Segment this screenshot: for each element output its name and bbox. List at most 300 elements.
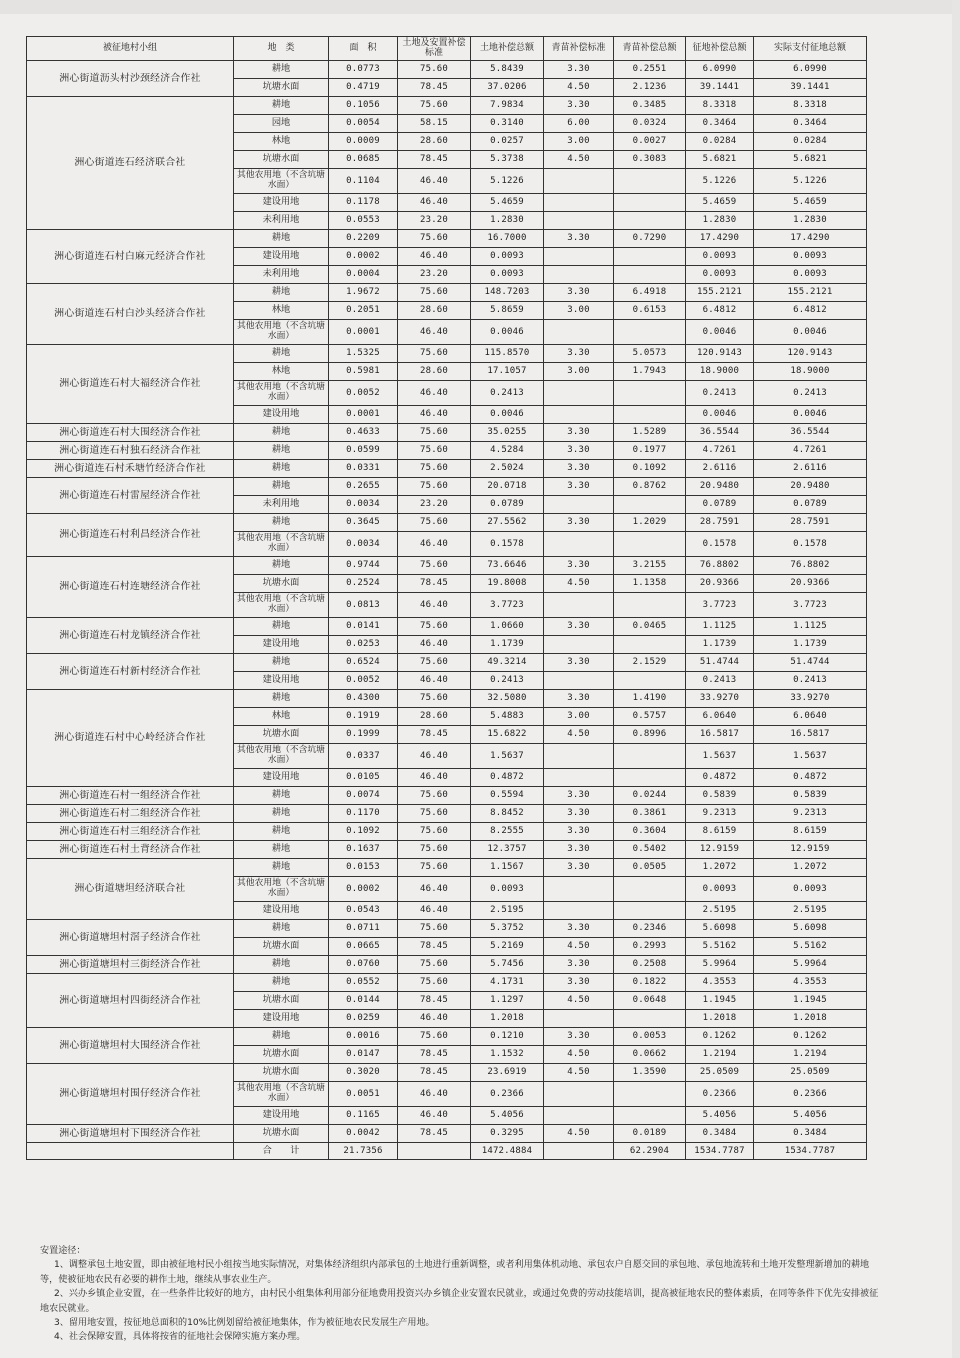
land-type-cell: 其他农用地（不含坑塘水面） <box>234 532 329 557</box>
area-cell: 0.6524 <box>329 654 398 672</box>
group-name-cell: 洲心街道连石村利昌经济合作社 <box>27 514 234 557</box>
group-name-cell: 洲心街道连石村独石经济合作社 <box>27 442 234 460</box>
actual-paid-cell: 1.5637 <box>754 744 867 769</box>
land-comp-cell: 0.3140 <box>471 115 544 133</box>
crop-standard-cell <box>544 1010 614 1028</box>
land-type-cell: 建设用地 <box>234 194 329 212</box>
crop-comp-cell: 0.3083 <box>614 151 686 169</box>
area-cell: 1.9672 <box>329 284 398 302</box>
crop-standard-cell <box>544 1107 614 1125</box>
group-name-cell: 洲心街道塘坦经济联合社 <box>27 859 234 920</box>
crop-comp-cell: 0.0244 <box>614 787 686 805</box>
total-comp-cell: 17.4290 <box>686 230 754 248</box>
crop-comp-cell: 0.0648 <box>614 992 686 1010</box>
area-cell: 0.3020 <box>329 1064 398 1082</box>
area-cell: 0.1104 <box>329 169 398 194</box>
total-comp-cell: 0.3484 <box>686 1125 754 1143</box>
land-standard-cell: 75.60 <box>398 284 471 302</box>
total-comp-cell: 1.2018 <box>686 1010 754 1028</box>
area-cell: 0.0813 <box>329 593 398 618</box>
table-row <box>27 345 867 363</box>
group-name-cell: 洲心街道连石村雷屋经济合作社 <box>27 478 234 514</box>
crop-comp-cell: 0.7290 <box>614 230 686 248</box>
land-standard-cell: 46.40 <box>398 1010 471 1028</box>
area-cell: 0.1178 <box>329 194 398 212</box>
crop-standard-cell <box>544 593 614 618</box>
total-comp-cell: 0.2366 <box>686 1082 754 1107</box>
land-standard-cell: 75.60 <box>398 230 471 248</box>
area-cell: 0.1170 <box>329 805 398 823</box>
actual-paid-cell: 0.4872 <box>754 769 867 787</box>
group-name-cell: 洲心街道连石村二组经济合作社 <box>27 805 234 823</box>
total-label-cell <box>27 1143 234 1160</box>
crop-comp-cell: 1.5289 <box>614 424 686 442</box>
crop-standard-cell <box>544 248 614 266</box>
crop-standard-cell <box>544 877 614 902</box>
crop-comp-cell <box>614 769 686 787</box>
land-type-cell: 坑塘水面 <box>234 79 329 97</box>
crop-standard-cell: 3.30 <box>544 859 614 877</box>
actual-paid-cell: 12.9159 <box>754 841 867 859</box>
total-actual-paid: 1534.7787 <box>754 1143 867 1160</box>
land-type-cell: 建设用地 <box>234 248 329 266</box>
group-name-cell: 洲心街道连石村龙镇经济合作社 <box>27 618 234 654</box>
crop-standard-cell: 3.30 <box>544 805 614 823</box>
scan-edge <box>0 0 960 14</box>
actual-paid-cell: 1.2018 <box>754 1010 867 1028</box>
area-cell: 0.0054 <box>329 115 398 133</box>
crop-standard-cell: 4.50 <box>544 151 614 169</box>
crop-standard-cell <box>544 636 614 654</box>
land-comp-cell: 5.1226 <box>471 169 544 194</box>
crop-comp-cell <box>614 212 686 230</box>
crop-standard-cell: 3.00 <box>544 302 614 320</box>
crop-standard-cell: 3.30 <box>544 460 614 478</box>
land-standard-cell: 75.60 <box>398 460 471 478</box>
land-standard-cell: 75.60 <box>398 823 471 841</box>
crop-comp-cell: 0.3861 <box>614 805 686 823</box>
crop-comp-cell: 1.2029 <box>614 514 686 532</box>
group-name-cell: 洲心街道连石村土背经济合作社 <box>27 841 234 859</box>
land-standard-cell: 46.40 <box>398 1107 471 1125</box>
land-type-cell: 未利用地 <box>234 496 329 514</box>
actual-paid-cell: 1.1739 <box>754 636 867 654</box>
crop-comp-cell <box>614 902 686 920</box>
land-comp-cell: 0.2413 <box>471 381 544 406</box>
land-type-cell: 建设用地 <box>234 1010 329 1028</box>
crop-comp-cell: 0.2551 <box>614 61 686 79</box>
actual-paid-cell: 4.7261 <box>754 442 867 460</box>
crop-comp-cell: 0.5402 <box>614 841 686 859</box>
total-comp-cell: 1.1125 <box>686 618 754 636</box>
total-comp-cell: 5.6098 <box>686 920 754 938</box>
land-type-cell: 耕地 <box>234 974 329 992</box>
land-standard-cell: 75.60 <box>398 557 471 575</box>
total-comp-cell: 155.2121 <box>686 284 754 302</box>
land-standard-cell: 23.20 <box>398 212 471 230</box>
notes-title: 安置途径： <box>40 1246 86 1256</box>
area-cell: 0.2051 <box>329 302 398 320</box>
actual-paid-cell: 120.9143 <box>754 345 867 363</box>
land-comp-cell: 5.4659 <box>471 194 544 212</box>
crop-standard-cell: 4.50 <box>544 938 614 956</box>
land-standard-cell: 75.60 <box>398 841 471 859</box>
land-type-cell: 林地 <box>234 363 329 381</box>
actual-paid-cell: 0.0093 <box>754 266 867 284</box>
land-standard-cell: 75.60 <box>398 478 471 496</box>
land-type-cell: 其他农用地（不含坑塘水面） <box>234 169 329 194</box>
table-row <box>27 841 867 859</box>
group-name-cell: 洲心街道连石村大福经济合作社 <box>27 345 234 424</box>
crop-comp-cell: 2.1529 <box>614 654 686 672</box>
total-comp-cell: 0.0093 <box>686 248 754 266</box>
land-comp-cell: 0.1578 <box>471 532 544 557</box>
resettlement-notes <box>40 1244 880 1345</box>
crop-standard-cell <box>544 169 614 194</box>
actual-paid-cell: 18.9000 <box>754 363 867 381</box>
actual-paid-cell: 0.0093 <box>754 248 867 266</box>
land-standard-cell: 46.40 <box>398 532 471 557</box>
crop-standard-cell <box>544 532 614 557</box>
total-comp-cell: 0.0093 <box>686 266 754 284</box>
area-cell: 0.0016 <box>329 1028 398 1046</box>
actual-paid-cell: 0.0093 <box>754 877 867 902</box>
total-comp-cell: 2.6116 <box>686 460 754 478</box>
crop-standard-cell: 3.30 <box>544 61 614 79</box>
crop-standard-cell <box>544 1082 614 1107</box>
area-cell: 0.0001 <box>329 320 398 345</box>
land-type-cell: 耕地 <box>234 514 329 532</box>
header-group: 被征地村小组 <box>27 37 234 61</box>
total-comp-cell: 1.5637 <box>686 744 754 769</box>
crop-comp-cell: 0.2508 <box>614 956 686 974</box>
crop-standard-cell: 4.50 <box>544 992 614 1010</box>
land-comp-cell: 4.5284 <box>471 442 544 460</box>
actual-paid-cell: 20.9480 <box>754 478 867 496</box>
land-type-cell: 坑塘水面 <box>234 1064 329 1082</box>
land-type-cell: 耕地 <box>234 345 329 363</box>
total-comp-cell: 0.0046 <box>686 320 754 345</box>
group-name-cell: 洲心街道连石村大围经济合作社 <box>27 424 234 442</box>
actual-paid-cell: 1.1945 <box>754 992 867 1010</box>
total-comp-cell: 76.8802 <box>686 557 754 575</box>
table-row <box>27 1028 867 1046</box>
crop-comp-cell: 0.0053 <box>614 1028 686 1046</box>
land-comp-cell: 0.0257 <box>471 133 544 151</box>
land-standard-cell: 46.40 <box>398 248 471 266</box>
land-type-cell: 耕地 <box>234 557 329 575</box>
crop-standard-cell: 4.50 <box>544 1125 614 1143</box>
group-name-cell: 洲心街道连石村禾塘竹经济合作社 <box>27 460 234 478</box>
land-standard-cell: 46.40 <box>398 902 471 920</box>
table-row <box>27 1064 867 1082</box>
group-name-cell: 洲心街道塘坦村三街经济合作社 <box>27 956 234 974</box>
area-cell: 0.1165 <box>329 1107 398 1125</box>
crop-comp-cell: 0.2346 <box>614 920 686 938</box>
actual-paid-cell: 25.0509 <box>754 1064 867 1082</box>
land-standard-cell: 28.60 <box>398 302 471 320</box>
group-name-cell: 洲心街道连石村连塘经济合作社 <box>27 557 234 618</box>
total-comp-cell: 4.7261 <box>686 442 754 460</box>
crop-standard-cell <box>544 672 614 690</box>
total-comp-cell: 33.9270 <box>686 690 754 708</box>
area-cell: 0.1919 <box>329 708 398 726</box>
actual-paid-cell: 5.6821 <box>754 151 867 169</box>
area-cell: 0.1999 <box>329 726 398 744</box>
crop-comp-cell: 0.8762 <box>614 478 686 496</box>
land-comp-cell: 0.0789 <box>471 496 544 514</box>
actual-paid-cell: 0.3484 <box>754 1125 867 1143</box>
land-comp-cell: 0.0046 <box>471 406 544 424</box>
land-type-cell: 其他农用地（不含坑塘水面） <box>234 1082 329 1107</box>
land-type-cell: 坑塘水面 <box>234 1125 329 1143</box>
table-row <box>27 557 867 575</box>
land-standard-cell: 46.40 <box>398 1082 471 1107</box>
area-cell: 0.0074 <box>329 787 398 805</box>
land-comp-cell: 0.1210 <box>471 1028 544 1046</box>
total-comp-cell: 0.5839 <box>686 787 754 805</box>
area-cell: 0.0331 <box>329 460 398 478</box>
area-cell: 0.4719 <box>329 79 398 97</box>
total-comp-cell: 20.9366 <box>686 575 754 593</box>
land-type-cell: 耕地 <box>234 442 329 460</box>
table-header-row <box>27 37 867 61</box>
actual-paid-cell: 0.0284 <box>754 133 867 151</box>
total-comp-cell: 0.1578 <box>686 532 754 557</box>
total-comp-cell: 8.6159 <box>686 823 754 841</box>
land-standard-cell: 78.45 <box>398 79 471 97</box>
land-comp-cell: 0.0046 <box>471 320 544 345</box>
crop-comp-cell: 1.4190 <box>614 690 686 708</box>
crop-comp-cell: 0.0027 <box>614 133 686 151</box>
table-row <box>27 284 867 302</box>
table-row <box>27 654 867 672</box>
crop-standard-cell: 4.50 <box>544 1064 614 1082</box>
crop-comp-cell: 1.7943 <box>614 363 686 381</box>
total-comp-cell: 3.7723 <box>686 593 754 618</box>
crop-comp-cell: 0.1822 <box>614 974 686 992</box>
area-cell: 0.4300 <box>329 690 398 708</box>
crop-standard-cell: 3.30 <box>544 284 614 302</box>
crop-standard-cell: 4.50 <box>544 575 614 593</box>
land-comp-cell: 32.5080 <box>471 690 544 708</box>
area-cell: 0.0599 <box>329 442 398 460</box>
land-standard-cell: 75.60 <box>398 690 471 708</box>
group-name-cell: 洲心街道塘坦村四街经济合作社 <box>27 974 234 1028</box>
total-comp-cell: 4.3553 <box>686 974 754 992</box>
land-standard-cell: 46.40 <box>398 877 471 902</box>
land-comp-cell: 5.8439 <box>471 61 544 79</box>
land-standard-cell: 75.60 <box>398 618 471 636</box>
actual-paid-cell: 0.2413 <box>754 672 867 690</box>
land-standard-cell: 46.40 <box>398 194 471 212</box>
crop-standard-cell: 3.30 <box>544 841 614 859</box>
land-comp-cell: 17.1057 <box>471 363 544 381</box>
crop-standard-cell: 3.30 <box>544 345 614 363</box>
area-cell: 0.0773 <box>329 61 398 79</box>
area-cell: 0.0002 <box>329 248 398 266</box>
table-row <box>27 787 867 805</box>
total-comp-cell: 28.7591 <box>686 514 754 532</box>
table-row <box>27 230 867 248</box>
group-name-cell: 洲心街道连石经济联合社 <box>27 97 234 230</box>
land-standard-cell: 46.40 <box>398 169 471 194</box>
land-type-cell: 建设用地 <box>234 636 329 654</box>
area-cell: 0.0141 <box>329 618 398 636</box>
crop-comp-cell: 1.1358 <box>614 575 686 593</box>
land-standard-cell: 46.40 <box>398 381 471 406</box>
total-comp-cell: 51.4744 <box>686 654 754 672</box>
actual-paid-cell: 2.6116 <box>754 460 867 478</box>
crop-standard-cell: 4.50 <box>544 726 614 744</box>
crop-standard-cell <box>544 381 614 406</box>
table-row <box>27 859 867 877</box>
actual-paid-cell: 28.7591 <box>754 514 867 532</box>
header-land-standard: 土地及安置补偿标准 <box>398 37 471 61</box>
total-row <box>27 1143 867 1160</box>
crop-comp-cell <box>614 1082 686 1107</box>
land-comp-cell: 20.0718 <box>471 478 544 496</box>
total-comp-cell: 1.2194 <box>686 1046 754 1064</box>
group-name-cell: 洲心街道塘坦村下围经济合作社 <box>27 1125 234 1143</box>
crop-standard-cell: 3.30 <box>544 424 614 442</box>
land-comp-cell: 2.5195 <box>471 902 544 920</box>
total-empty <box>398 1143 471 1160</box>
land-type-cell: 耕地 <box>234 478 329 496</box>
land-standard-cell: 75.60 <box>398 654 471 672</box>
table-row <box>27 514 867 532</box>
land-standard-cell: 58.15 <box>398 115 471 133</box>
crop-comp-cell <box>614 496 686 514</box>
actual-paid-cell: 4.3553 <box>754 974 867 992</box>
total-comp-cell: 20.9480 <box>686 478 754 496</box>
land-comp-cell: 3.7723 <box>471 593 544 618</box>
crop-standard-cell <box>544 194 614 212</box>
total-comp-cell: 5.6821 <box>686 151 754 169</box>
table-row <box>27 956 867 974</box>
area-cell: 0.2655 <box>329 478 398 496</box>
crop-standard-cell: 3.30 <box>544 823 614 841</box>
land-comp-cell: 2.5024 <box>471 460 544 478</box>
total-comp-cell: 36.5544 <box>686 424 754 442</box>
actual-paid-cell: 2.5195 <box>754 902 867 920</box>
total-comp-cell: 5.4659 <box>686 194 754 212</box>
area-cell: 0.2524 <box>329 575 398 593</box>
land-comp-cell: 1.1532 <box>471 1046 544 1064</box>
actual-paid-cell: 20.9366 <box>754 575 867 593</box>
crop-comp-cell: 0.3604 <box>614 823 686 841</box>
actual-paid-cell: 6.4812 <box>754 302 867 320</box>
area-cell: 0.0105 <box>329 769 398 787</box>
group-name-cell: 洲心街道塘坦村滘子经济合作社 <box>27 920 234 956</box>
crop-comp-cell <box>614 194 686 212</box>
land-standard-cell: 46.40 <box>398 593 471 618</box>
total-comp-cell: 5.9964 <box>686 956 754 974</box>
crop-standard-cell: 3.00 <box>544 708 614 726</box>
crop-comp-cell <box>614 744 686 769</box>
actual-paid-cell: 5.4056 <box>754 1107 867 1125</box>
land-comp-cell: 115.8570 <box>471 345 544 363</box>
crop-standard-cell: 3.30 <box>544 920 614 938</box>
land-type-cell: 耕地 <box>234 805 329 823</box>
land-comp-cell: 0.0093 <box>471 248 544 266</box>
table-row <box>27 1125 867 1143</box>
crop-comp-cell: 0.0505 <box>614 859 686 877</box>
land-comp-cell: 8.2555 <box>471 823 544 841</box>
land-standard-cell: 75.60 <box>398 859 471 877</box>
land-type-cell: 耕地 <box>234 654 329 672</box>
land-standard-cell: 46.40 <box>398 744 471 769</box>
land-standard-cell: 78.45 <box>398 151 471 169</box>
land-comp-cell: 5.4883 <box>471 708 544 726</box>
land-comp-cell: 0.5594 <box>471 787 544 805</box>
area-cell: 0.0001 <box>329 406 398 424</box>
land-comp-cell: 1.5637 <box>471 744 544 769</box>
actual-paid-cell: 33.9270 <box>754 690 867 708</box>
crop-comp-cell <box>614 266 686 284</box>
header-total-comp: 征地补偿总额 <box>686 37 754 61</box>
table-row <box>27 974 867 992</box>
total-comp-cell: 6.0990 <box>686 61 754 79</box>
actual-paid-cell: 155.2121 <box>754 284 867 302</box>
land-comp-cell: 49.3214 <box>471 654 544 672</box>
crop-standard-cell <box>544 496 614 514</box>
total-comp-cell: 18.9000 <box>686 363 754 381</box>
land-comp-cell: 23.6919 <box>471 1064 544 1082</box>
land-comp-cell: 1.2830 <box>471 212 544 230</box>
actual-paid-cell: 76.8802 <box>754 557 867 575</box>
crop-standard-cell <box>544 266 614 284</box>
group-name-cell: 洲心街道连石村一组经济合作社 <box>27 787 234 805</box>
crop-standard-cell: 6.00 <box>544 115 614 133</box>
actual-paid-cell: 0.1262 <box>754 1028 867 1046</box>
area-cell: 0.0052 <box>329 672 398 690</box>
land-type-cell: 耕地 <box>234 956 329 974</box>
table-body <box>27 61 867 1143</box>
area-cell: 0.0259 <box>329 1010 398 1028</box>
note-item: 1、调整承包土地安置，即由被征地村民小组按当地实际情况，对集体经济组织内部承包的土地进行重新调整，或者利用集体机动地、承包农户自愿交回的承包地、承包地流转和土地开发整理新增加的耕地等，使被征地农民有必要的耕作土地，继续从事农业生产。 <box>40 1260 870 1285</box>
total-crop-comp: 62.2904 <box>614 1143 686 1160</box>
total-comp-cell: 0.0789 <box>686 496 754 514</box>
crop-comp-cell: 0.8996 <box>614 726 686 744</box>
area-cell: 0.5981 <box>329 363 398 381</box>
actual-paid-cell: 6.0640 <box>754 708 867 726</box>
land-type-cell: 耕地 <box>234 920 329 938</box>
area-cell: 0.0665 <box>329 938 398 956</box>
actual-paid-cell: 5.5162 <box>754 938 867 956</box>
total-comp-cell: 0.0093 <box>686 877 754 902</box>
actual-paid-cell: 9.2313 <box>754 805 867 823</box>
land-comp-cell: 37.0206 <box>471 79 544 97</box>
actual-paid-cell: 39.1441 <box>754 79 867 97</box>
actual-paid-cell: 5.4659 <box>754 194 867 212</box>
group-name-cell: 洲心街道连石村中心岭经济合作社 <box>27 690 234 787</box>
crop-comp-cell <box>614 248 686 266</box>
table-row <box>27 97 867 115</box>
land-comp-cell: 35.0255 <box>471 424 544 442</box>
total-comp-cell: 0.0046 <box>686 406 754 424</box>
land-standard-cell: 78.45 <box>398 1125 471 1143</box>
land-type-cell: 其他农用地（不含坑塘水面） <box>234 381 329 406</box>
land-type-cell: 建设用地 <box>234 406 329 424</box>
header-crop-standard: 青苗补偿标准 <box>544 37 614 61</box>
land-type-cell: 建设用地 <box>234 672 329 690</box>
actual-paid-cell: 16.5817 <box>754 726 867 744</box>
land-comp-cell: 0.3295 <box>471 1125 544 1143</box>
crop-comp-cell <box>614 169 686 194</box>
land-comp-cell: 15.6822 <box>471 726 544 744</box>
table-row <box>27 424 867 442</box>
